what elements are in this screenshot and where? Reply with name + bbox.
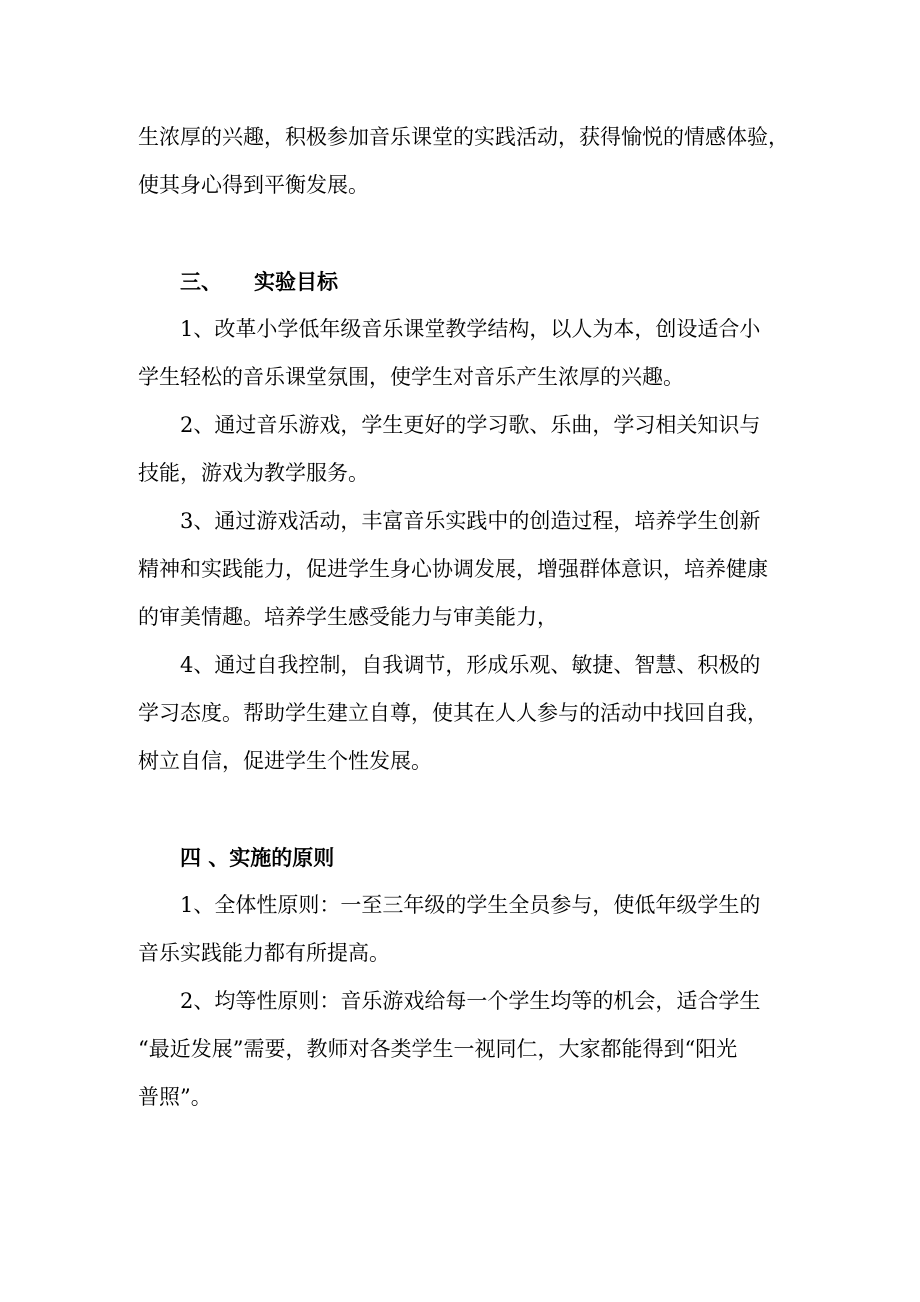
section-3-item-3-line-2: 精神和实践能力，促进学生身心协调发展，增强群体意识，培养健康 — [138, 557, 768, 581]
section-3-heading-number: 三、 — [180, 269, 222, 294]
section-3-item-4-line-3: 树立自信，促进学生个性发展。 — [138, 749, 432, 773]
section-3-heading-title: 实验目标 — [254, 269, 338, 294]
section-3-item-2-line-1: 2、通过音乐游戏，学生更好的学习歌、乐曲，学习相关知识与 — [180, 413, 761, 437]
section-4-heading: 四 、实施的原则 — [180, 845, 335, 870]
section-3-item-1-line-1: 1、改革小学低年级音乐课堂教学结构，以人为本，创设适合小 — [180, 317, 761, 341]
section-4-item-2-line-2: “最近发展”需要，教师对各类学生一视同仁，大家都能得到“阳光 — [138, 1037, 738, 1061]
section-3-heading — [180, 271, 338, 292]
intro-line-2: 使其身心得到平衡发展。 — [138, 173, 369, 197]
section-4-item-1-line-2: 音乐实践能力都有所提高。 — [138, 941, 390, 965]
intro-line-1: 生浓厚的兴趣，积极参加音乐课堂的实践活动，获得愉悦的情感体验， — [138, 125, 789, 149]
section-4-item-2-line-3: 普照”。 — [138, 1085, 212, 1109]
section-4-item-2-line-1: 2、均等性原则：音乐游戏给每一个学生均等的机会，适合学生 — [180, 989, 761, 1013]
section-3-item-3-line-1: 3、通过游戏活动，丰富音乐实践中的创造过程，培养学生创新 — [180, 509, 761, 533]
section-3-item-4-line-2: 学习态度。帮助学生建立自尊，使其在人人参与的活动中找回自我， — [138, 701, 768, 725]
section-3-item-2-line-2: 技能，游戏为教学服务。 — [138, 461, 369, 485]
section-3-item-4-line-1: 4、通过自我控制，自我调节，形成乐观、敏捷、智慧、积极的 — [180, 653, 761, 677]
section-3-item-3-line-3: 的审美情趣。培养学生感受能力与审美能力， — [138, 605, 558, 629]
section-3-item-1-line-2: 学生轻松的音乐课堂氛围，使学生对音乐产生浓厚的兴趣。 — [138, 365, 684, 389]
section-4-item-1-line-1: 1、全体性原则：一至三年级的学生全员参与，使低年级学生的 — [180, 893, 761, 917]
